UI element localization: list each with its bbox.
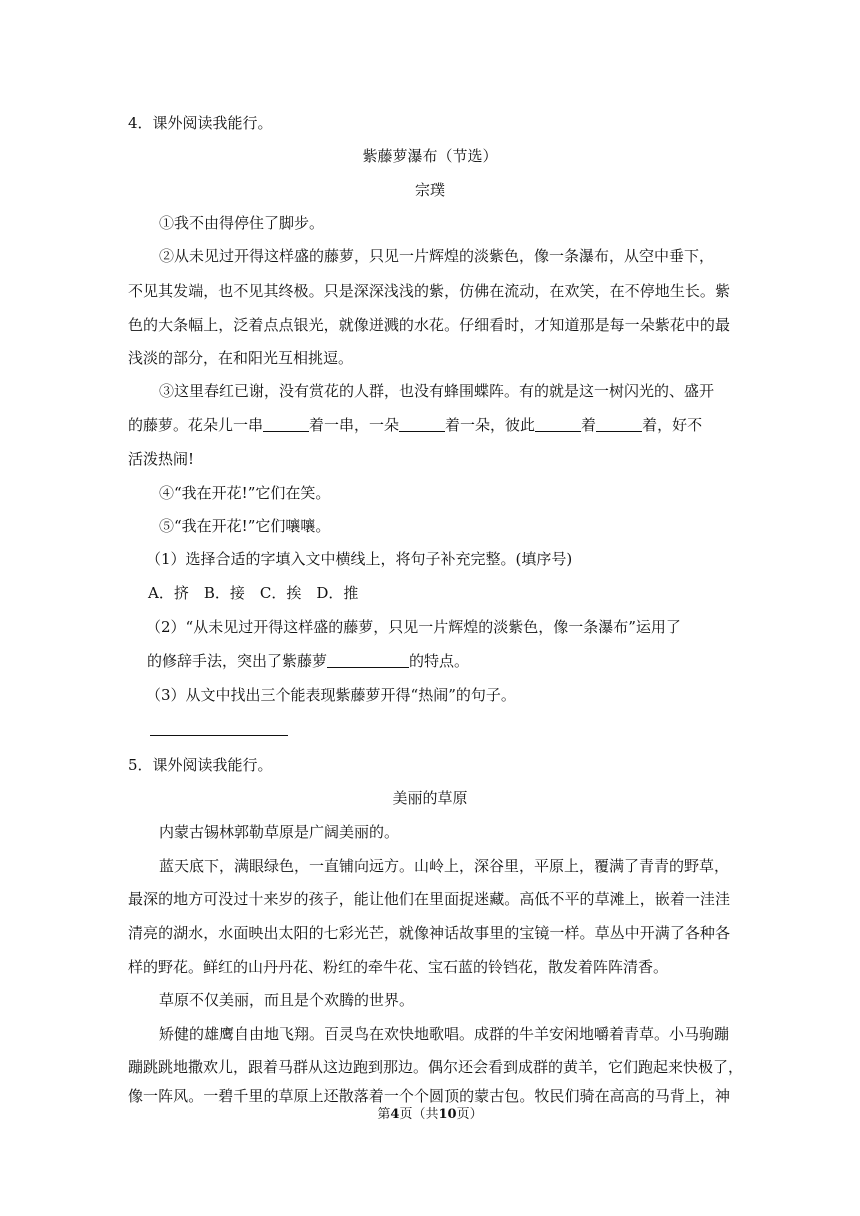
answer-line[interactable] <box>150 735 288 736</box>
fill-blank-1[interactable] <box>263 417 309 432</box>
footer-text: 页） <box>456 1107 483 1122</box>
footer-text: 第 <box>377 1107 391 1122</box>
paragraph-3: 草原不仅美丽，而且是个欢腾的世界。 <box>159 991 415 1009</box>
paragraph-2-line: 色的大条幅上，泛着点点银光，就像迸溅的水花。仔细看时，才知道那是每一朵紫花中的最 <box>128 316 730 334</box>
text-fragment: 着，好不 <box>642 416 703 434</box>
sub-question-3: （3）从文中找出三个能表现紫藤萝开得“热闹”的句子。 <box>146 686 516 704</box>
passage-title: 紫藤萝瀑布（节选） <box>362 147 498 165</box>
paragraph-2-line: 清亮的湖水，水面映出太阳的七彩光芒，就像神话故事里的宝镜一样。草丛中开满了各种各 <box>128 924 730 942</box>
fill-blank-4[interactable] <box>596 417 642 432</box>
paragraph-2-line: 不见其发端，也不见其终极。只是深深浅浅的紫，仿佛在流动，在欢笑，在不停地生长。紫 <box>128 282 730 300</box>
paragraph-2-line: 最深的地方可没过十来岁的孩子，能让他们在里面捉迷藏。高低不平的草滩上，嵌着一洼洼 <box>128 890 730 908</box>
fill-blank-3[interactable] <box>535 417 581 432</box>
paragraph-2-line: 蓝天底下，满眼绿色，一直铺向远方。山岭上，深谷里，平原上，覆满了青青的野草， <box>159 857 730 875</box>
paragraph-5: ⑤“我在开花!”它们嚷嚷。 <box>159 517 331 535</box>
question-5-header: 5．课外阅读我能行。 <box>128 756 273 774</box>
sub-question-2-line-with-blank <box>147 651 469 671</box>
text-fragment: 的特点。 <box>409 652 470 670</box>
paragraph-4-line: 像一阵风。一碧千里的草原上还散落着一个个圆顶的蒙古包。牧民们骑在高高的马背上，神 <box>128 1087 730 1105</box>
text-fragment: 的藤萝。花朵儿一串 <box>128 416 264 434</box>
passage-title: 美丽的草原 <box>392 789 468 807</box>
sub-question-1: （1）选择合适的字填入文中横线上，将句子补充完整。(填序号) <box>146 550 573 568</box>
fill-blank-5[interactable] <box>327 653 409 668</box>
fill-blank-2[interactable] <box>399 417 445 432</box>
paragraph-1: ①我不由得停住了脚步。 <box>159 214 325 232</box>
paragraph-3-line-with-blanks <box>128 415 702 435</box>
passage-author: 宗璞 <box>414 181 445 199</box>
paragraph-3-line: 活泼热闹! <box>128 450 195 468</box>
paragraph-2-line: 浅淡的部分，在和阳光互相挑逗。 <box>128 349 354 367</box>
text-fragment: 的修辞手法，突出了紫藤萝 <box>147 652 328 670</box>
question-4-header: 4．课外阅读我能行。 <box>128 114 273 132</box>
paragraph-3-line: ③这里春红已谢，没有赏花的人群，也没有蜂围蝶阵。有的就是这一树闪光的、盛开 <box>159 382 715 400</box>
paragraph-4: ④“我在开花!”它们在笑。 <box>159 484 331 502</box>
paragraph-1: 内蒙古锡林郭勒草原是广阔美丽的。 <box>159 823 400 841</box>
page-number: 4 <box>390 1107 400 1122</box>
total-pages: 10 <box>438 1107 457 1122</box>
text-fragment: 着一朵，彼此 <box>445 416 536 434</box>
paragraph-2-line: ②从未见过开得这样盛的藤萝，只见一片辉煌的淡紫色，像一条瀑布，从空中垂下， <box>159 247 715 265</box>
answer-options: A．挤 B．接 C．挨 D．推 <box>148 584 359 602</box>
text-fragment: 着一串，一朵 <box>309 416 400 434</box>
sub-question-2-line: （2）“从未见过开得这样盛的藤萝，只见一片辉煌的淡紫色，像一条瀑布”运用了 <box>146 618 681 636</box>
page-footer <box>0 1106 860 1124</box>
paragraph-4-line: 矫健的雄鹰自由地飞翔。百灵鸟在欢快地歌唱。成群的牛羊安闲地嚼着青草。小马驹蹦 <box>159 1025 730 1043</box>
footer-text: 页（共 <box>399 1107 439 1122</box>
paragraph-4-line: 蹦跳跳地撒欢儿，跟着马群从这边跑到那边。偶尔还会看到成群的黄羊，它们跑起来快极了， <box>128 1058 744 1076</box>
paragraph-2-line: 样的野花。鲜红的山丹丹花、粉红的牵牛花、宝石蓝的铃铛花，散发着阵阵清香。 <box>128 958 669 976</box>
text-fragment: 着 <box>581 416 597 434</box>
